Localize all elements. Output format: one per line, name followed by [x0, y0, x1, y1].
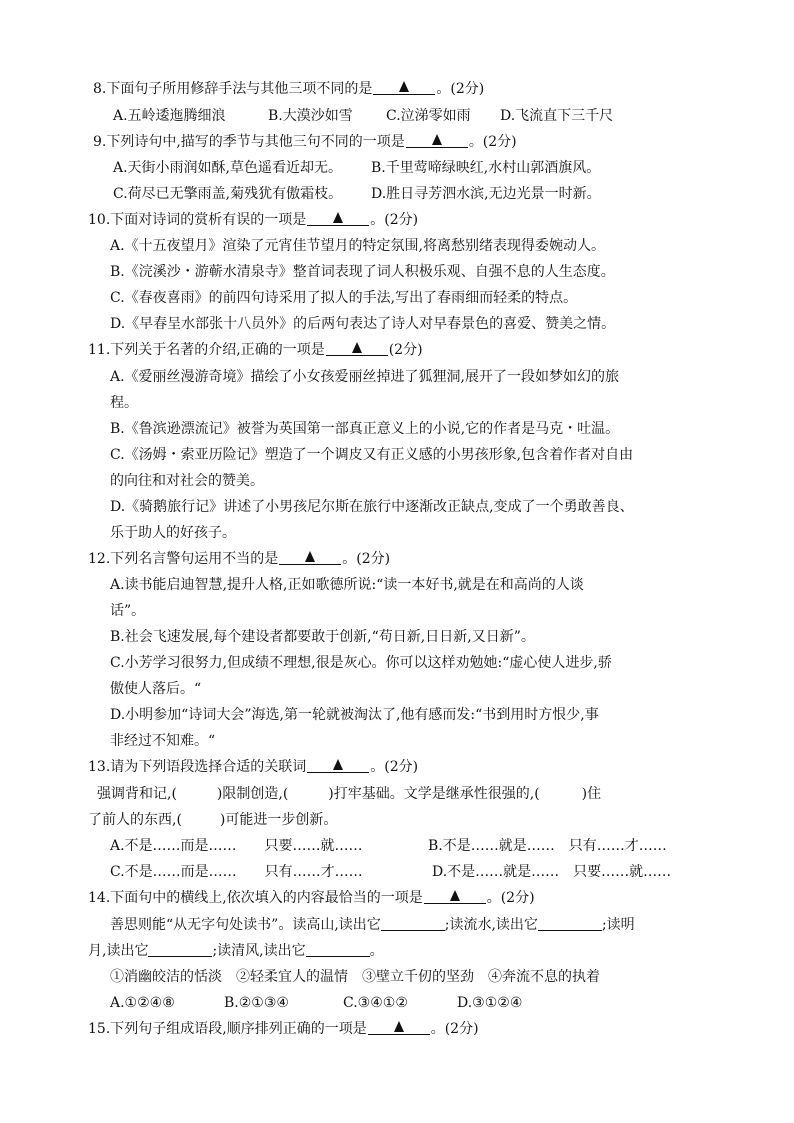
question-14-passage-line2: 月,读出它 ;读清风,读出它 。 [88, 943, 384, 959]
question-11-option-a-line1: A.《爱丽丝漫游奇境》描绘了小女孩爱丽丝掉进了狐狸洞,展开了一段如梦如幻的旅 [110, 369, 620, 385]
answer-blank [307, 211, 369, 226]
question-13-passage-line1: 强调背和记,( )限制创造,( )打牢基础。文学是继承性很强的,( )住 [97, 786, 602, 802]
question-10-option-c: C.《春夜喜雨》的前四句诗采用了拟人的手法,写出了春雨细而轻柔的特点。 [110, 290, 578, 306]
triangle-icon [399, 81, 409, 92]
answer-blank [373, 80, 435, 95]
triangle-icon [450, 890, 460, 901]
question-13-option-b: B.不是……就是…… 只有……才…… [428, 838, 667, 854]
question-13-option-c: C.不是……而是…… 只有……才…… [110, 864, 363, 880]
question-10-option-a: A.《十五夜望月》渲染了元宵佳节望月的特定氛围,将离愁别绪表现得委婉动人。 [110, 238, 606, 254]
question-11-option-d-line2: 乐于助人的好孩子。 [110, 525, 236, 541]
question-9-option-b: B.千里莺啼绿映红,水村山郭酒旗风。 [371, 160, 601, 176]
question-11-option-d-line1: D.《骑鹅旅行记》讲述了小男孩尼尔斯在旅行中逐渐改正缺点,变成了一个勇敢善良、 [110, 499, 634, 515]
question-13-option-d: D.不是……就是…… 只要……就…… [432, 864, 672, 880]
question-9-stem: 9.下列诗句中,描写的季节与其他三句不同的一项是 。(2分) [93, 134, 517, 150]
question-14-option-b: B.②①③④ [224, 995, 289, 1011]
question-10-option-d: D.《早春呈水部张十八员外》的后两句表达了诗人对早春景色的喜爱、赞美之情。 [110, 316, 616, 332]
fill-line [306, 942, 370, 957]
question-12-stem: 12.下列名言警句运用不当的是 。(2分) [88, 551, 391, 567]
question-12-option-c-line2: 傲使人落后。“ [110, 681, 202, 697]
question-10-stem: 10.下面对诗词的赏析有误的一项是 。(2分) [88, 212, 419, 228]
question-11-option-c-line2: 的向往和对社会的赞美。 [110, 473, 264, 489]
question-13-option-a: A.不是……而是…… 只要……就…… [110, 838, 363, 854]
answer-blank [368, 1020, 430, 1035]
question-9-option-a: A.天街小雨润如酥,草色遥看近却无。 [113, 160, 343, 176]
question-10-option-b: B.《浣溪沙・游蕲水清泉寺》整首词表现了词人积极乐观、自强不息的人生态度。 [110, 264, 615, 280]
question-12-option-b: B.社会飞速发展,每个建设者都要敢于创新,“苟日新,日日新,又日新”。 [110, 629, 535, 645]
question-14-option-c: C.③④①② [343, 995, 408, 1011]
question-12-option-a-line2: 话”。 [110, 603, 146, 619]
question-8-stem: 8.下面句子所用修辞手法与其他三项不同的是 。(2分) [93, 81, 485, 97]
answer-blank [326, 341, 388, 356]
question-11-option-b: B.《鲁滨逊漂流记》被誉为英国第一部真正意义上的小说,它的作者是马克・吐温。 [110, 421, 620, 437]
answer-blank [406, 133, 468, 148]
question-8-option-d: D.飞流直下三千尺 [500, 108, 614, 124]
question-14-passage-line1: 善思则能“从无字句处读书”。读高山,读出它 ;读流水,读出它 ;读明 [110, 917, 635, 933]
question-8-option-b: B.大漠沙如雪 [268, 108, 353, 124]
question-11-option-c-line1: C.《汤姆・索亚历险记》塑造了一个调皮又有正义感的小男孩形象,包含着作者对自由 [110, 447, 634, 463]
answer-blank [307, 758, 369, 773]
question-8-option-a: A.五岭逶迤腾细浪 [113, 108, 226, 124]
question-12-option-d-line1: D.小明参加“诗词大会”海选,第一轮就被淘汰了,他有感而发:“书到用时方恨少,事 [110, 707, 599, 723]
question-9-option-d: D.胜日寻芳泗水滨,无边光景一时新。 [371, 186, 601, 202]
triangle-icon [305, 551, 315, 562]
triangle-icon [352, 342, 362, 353]
question-9-option-c: C.荷尽已无擎雨盖,菊残犹有傲霜枝。 [113, 186, 343, 202]
answer-blank [279, 550, 341, 565]
triangle-icon [333, 759, 343, 770]
triangle-icon [333, 212, 343, 223]
question-13-passage-line2: 了前人的东西,( )可能进一步创新。 [88, 812, 338, 828]
question-15-stem: 15.下列句子组成语段,顺序排列正确的一项是 。(2分) [88, 1021, 479, 1037]
question-11-stem: 11.下列关于名著的介绍,正确的一项是 (2分) [88, 342, 423, 358]
question-12-option-a-line1: A.读书能启迪智慧,提升人格,正如歌德所说:“读一本好书,就是在和高尚的人谈 [110, 577, 584, 593]
question-14-stem: 14.下面句中的横线上,依次填入的内容最恰当的一项是 。(2分) [88, 890, 535, 906]
question-14-items: ①消幽皎洁的恬淡 ②轻柔宜人的温情 ③壁立千仞的坚劲 ④奔流不息的执着 [110, 969, 600, 985]
answer-blank [424, 889, 486, 904]
triangle-icon [394, 1021, 404, 1032]
fill-line [538, 916, 602, 931]
question-13-stem: 13.请为下列语段选择合适的关联词 。(2分) [88, 759, 419, 775]
triangle-icon [432, 134, 442, 145]
question-8-option-c: C.泣涕零如雨 [386, 108, 471, 124]
question-11-option-a-line2: 程。 [110, 395, 138, 411]
fill-line [381, 916, 445, 931]
fill-line [148, 942, 212, 957]
question-14-option-a: A.①②④⑧ [110, 995, 175, 1011]
question-14-option-d: D.③①②④ [457, 995, 523, 1011]
question-12-option-d-line2: 非经过不知难。“ [110, 733, 216, 749]
question-12-option-c-line1: C.小芳学习很努力,但成绩不理想,很是灰心。你可以这样劝勉她:“虚心使人进步,骄 [110, 655, 612, 671]
